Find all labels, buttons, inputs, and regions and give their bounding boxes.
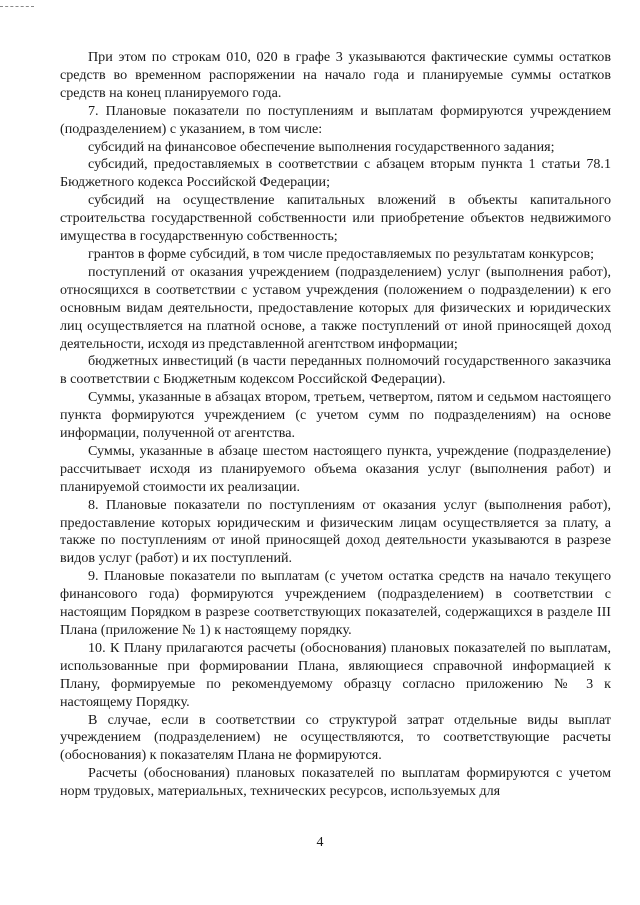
paragraph-9: Суммы, указанные в абзацах втором, третьем, четвертом, пятом и седьмом настоящего пункта формируются учреждением (с учетом сумм по подразделениям) на основе информации, полученной от агентства. bbox=[60, 389, 611, 442]
paragraph-2: 7. Плановые показатели по поступлениям и выплатам формируются учреждением (подразделением) с указанием, в том числе: bbox=[60, 102, 611, 137]
paragraph-4: субсидий, предоставляемых в соответствии с абзацем вторым пункта 1 статьи 78.1 Бюджетного кодекса Российской Федерации; bbox=[60, 156, 611, 191]
paragraph-14: В случае, если в соответствии со структурой затрат отдельные виды выплат учреждением (подразделением) не осуществляются, то соответствующие расчеты (обоснования) к показателям Плана не формируются. bbox=[60, 711, 611, 764]
paragraph-8: бюджетных инвестиций (в части переданных полномочий государственного заказчика в соответствии с Бюджетным кодексом Российской Федерации). bbox=[60, 353, 611, 388]
paragraph-15: Расчеты (обоснования) плановых показателей по выплатам формируются с учетом норм трудовых, материальных, технических ресурсов, используемых для bbox=[60, 765, 611, 800]
paragraph-7: поступлений от оказания учреждением (подразделением) услуг (выполнения работ), относящихся в соответствии с уставом учреждения (положением о подразделении) к его основным видам деятельности, предоставление которых для физических и юридических лиц осуществляется на платной основе, а также поступлений от иной приносящей доход деятельности, исходя из представленной агентством информации; bbox=[60, 263, 611, 352]
page-number: 4 bbox=[316, 835, 324, 850]
document-body bbox=[60, 49, 611, 801]
paragraph-3: субсидий на финансовое обеспечение выполнения государственного задания; bbox=[88, 138, 555, 155]
paragraph-10: Суммы, указанные в абзаце шестом настоящего пункта, учреждение (подразделение) рассчитывает исходя из планируемого объема оказания услуг (выполнения работ) и планируемой стоимости их реализации. bbox=[60, 442, 611, 495]
paragraph-5: субсидий на осуществление капитальных вложений в объекты капитального строительства государственной собственности или приобретение объектов недвижимого имущества в государственную собственность; bbox=[60, 192, 611, 245]
paragraph-13: 10. К Плану прилагаются расчеты (обоснования) плановых показателей по выплатам, использованные при формировании Плана, являющиеся справочной информацией к Плану, формируемые по рекомендуемому образцу согласно приложению № 3 к настоящему Порядку. bbox=[60, 639, 611, 710]
paragraph-12: 9. Плановые показатели по выплатам (с учетом остатка средств на начало текущего финансового года) формируются учреждением (подразделением) в соответствии с настоящим Порядком в разрезе соответствующих показателей, содержащихся в разделе III Плана (приложение № 1) к настоящему порядку. bbox=[60, 568, 611, 638]
paragraph-6: грантов в форме субсидий, в том числе предоставляемых по результатам конкурсов; bbox=[88, 245, 595, 262]
paragraph-11: 8. Плановые показатели по поступлениям от оказания услуг (выполнения работ), предоставление которых юридическим и физическим лицам осуществляется за плату, а также по поступлениям от иной приносящей доход деятельности указываются в разрезе видов услуг (работ) и их поступлений. bbox=[60, 496, 611, 567]
scan-edge-mark bbox=[0, 6, 34, 7]
paragraph-1: При этом по строкам 010, 020 в графе 3 указываются фактические суммы остатков средств во временном распоряжении на начало года и планируемые суммы остатков средств на конец планируемого года. bbox=[60, 49, 611, 101]
